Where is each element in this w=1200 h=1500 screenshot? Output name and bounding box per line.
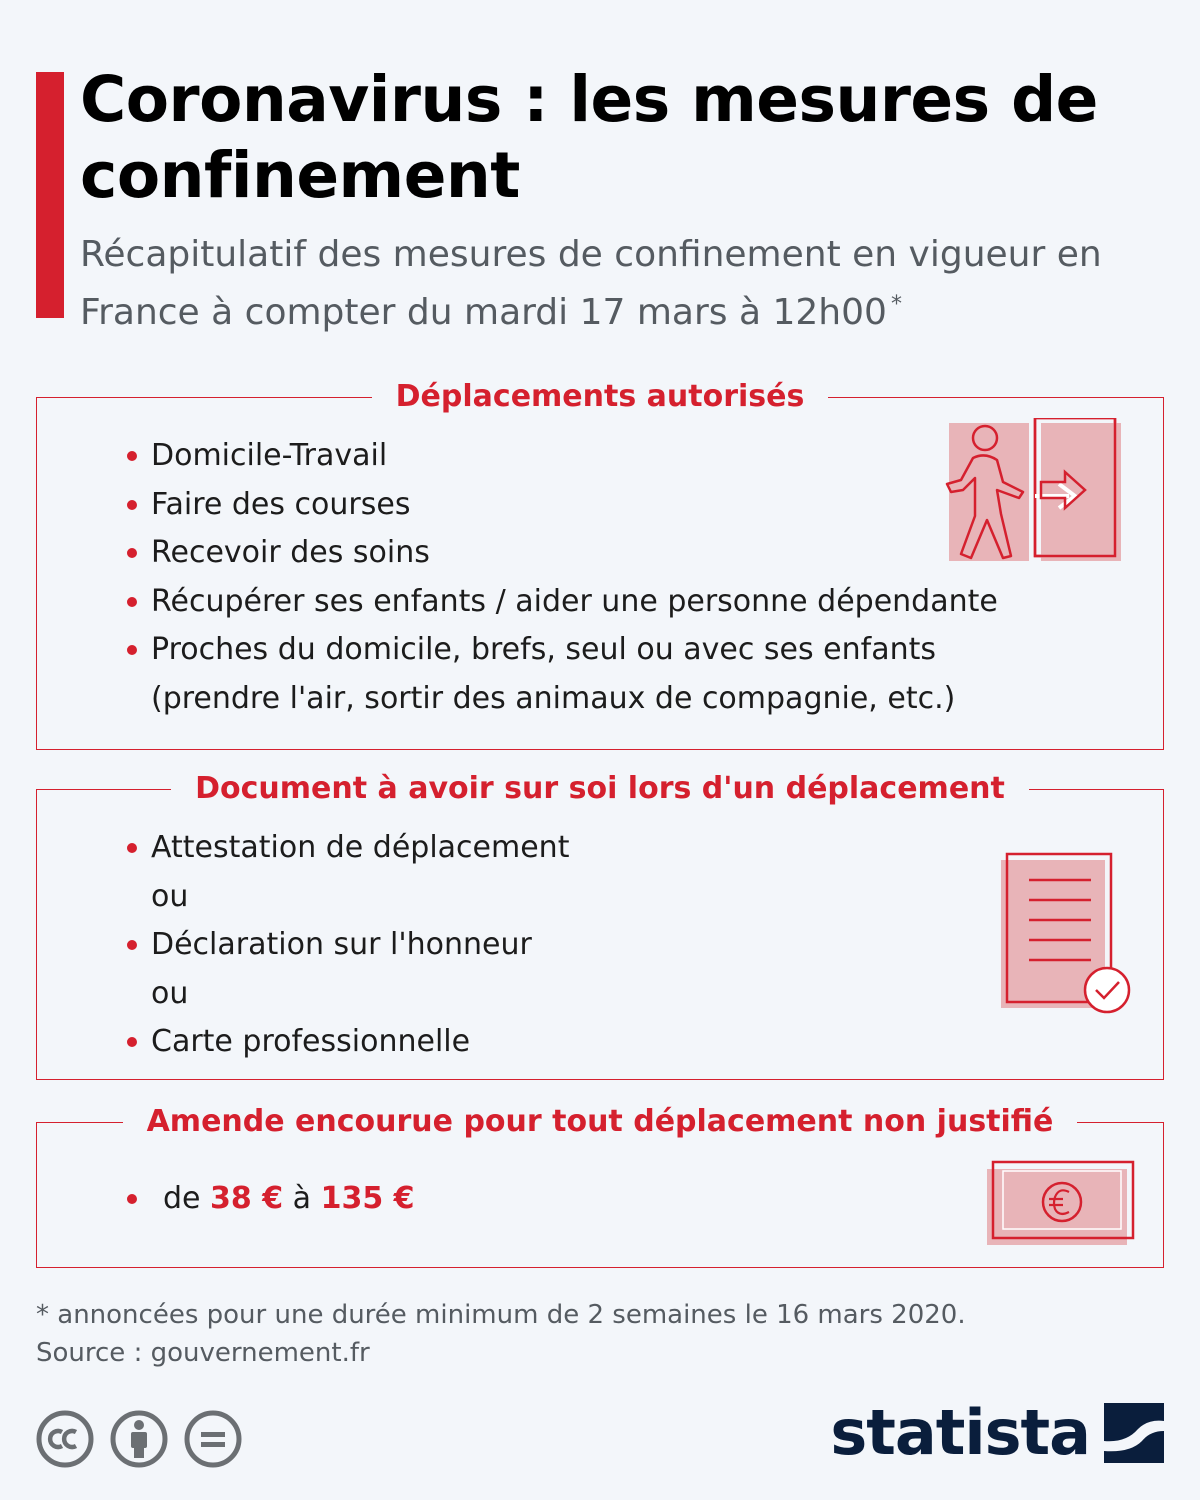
section-deplacements xyxy=(36,379,1164,750)
license-badges xyxy=(36,1410,242,1468)
section-title-deplacements: Déplacements autorisés xyxy=(37,374,1163,420)
amende-prefix: de xyxy=(163,1181,201,1216)
list-item-amende xyxy=(127,1175,415,1224)
footnote: * annoncées pour une durée minimum de 2 semaines le 16 mars 2020. xyxy=(36,1300,966,1330)
page-subtitle xyxy=(80,230,1170,338)
section-documents xyxy=(36,771,1164,1080)
list-item: Proches du domicile, brefs, seul ou avec ses enfants xyxy=(127,626,998,675)
subtitle-marker: * xyxy=(890,292,902,317)
attribution-icon xyxy=(110,1410,168,1468)
list-item-separator: ou xyxy=(151,975,189,1011)
list-item: Faire des courses xyxy=(127,481,998,530)
amende-middle: à xyxy=(292,1181,312,1216)
statista-mark-icon xyxy=(1104,1403,1164,1463)
list-item-continuation: (prendre l'air, sortir des animaux de compagnie, etc.) xyxy=(151,680,956,716)
no-derivatives-icon xyxy=(184,1410,242,1468)
brand-name: statista xyxy=(830,1396,1090,1469)
title-accent-bar xyxy=(36,72,64,318)
section-title-amende: Amende encourue pour tout déplacement non justifié xyxy=(37,1099,1163,1145)
section-title-documents: Document à avoir sur soi lors d'un déplacement xyxy=(37,766,1163,812)
section-amende xyxy=(36,1104,1164,1268)
page-title: Coronavirus : les mesures de confinement xyxy=(80,63,1098,212)
list-item: Récupérer ses enfants / aider une personne dépendante xyxy=(127,578,998,627)
list-item: Domicile-Travail xyxy=(127,432,998,481)
documents-list xyxy=(127,824,569,1067)
amende-min: 38 € xyxy=(210,1181,284,1216)
statista-logo[interactable] xyxy=(830,1398,1164,1468)
amende-list xyxy=(127,1175,415,1224)
source-note: Source : gouvernement.fr xyxy=(36,1338,370,1368)
subtitle-text: Récapitulatif des mesures de confinement en vigueur en France à compter du mardi 17 mars à 12h00 xyxy=(80,234,1102,333)
amende-max: 135 € xyxy=(320,1181,415,1216)
euro-banknote-icon xyxy=(983,1159,1137,1249)
list-item: Attestation de déplacement xyxy=(127,824,569,873)
document-check-icon xyxy=(999,852,1133,1018)
cc-icon xyxy=(36,1410,94,1468)
person-walking-exit-door-icon xyxy=(943,418,1133,568)
list-item: Recevoir des soins xyxy=(127,529,998,578)
list-item: Carte professionnelle xyxy=(127,1018,569,1067)
list-item: Déclaration sur l'honneur xyxy=(127,921,569,970)
deplacements-list xyxy=(127,432,998,723)
list-item-separator: ou xyxy=(151,878,189,914)
